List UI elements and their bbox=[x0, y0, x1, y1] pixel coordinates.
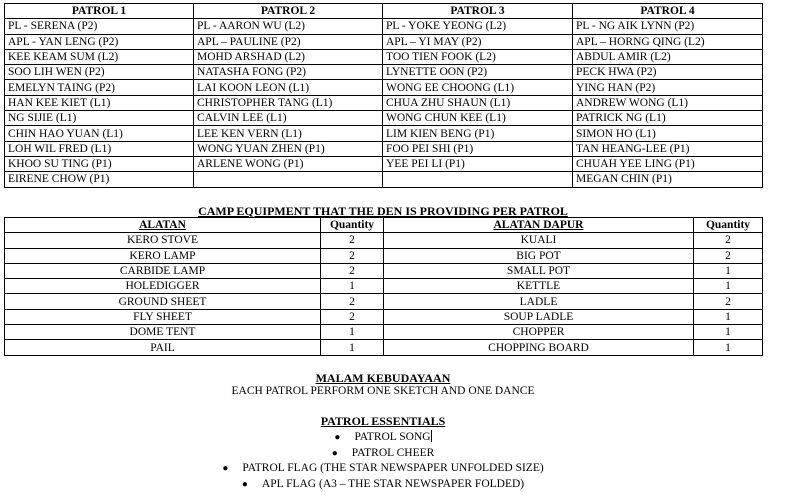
equipment-table-body bbox=[5, 233, 763, 355]
patrol-header-row bbox=[5, 4, 763, 19]
patrol-essentials-list bbox=[0, 430, 766, 492]
equipment-table bbox=[4, 217, 763, 356]
equipment-quantity-cell: 2 bbox=[321, 263, 384, 278]
patrol-member-cell: KEE KEAM SUM (L2) bbox=[5, 49, 194, 64]
text-cursor bbox=[431, 430, 432, 442]
patrol-member-cell: ARLENE WONG (P1) bbox=[194, 156, 383, 171]
essential-item-text: PATROL FLAG (THE STAR NEWSPAPER UNFOLDED SIZE) bbox=[242, 462, 544, 474]
patrol-member-cell: LEE KEN VERN (L1) bbox=[194, 126, 383, 141]
table-row bbox=[5, 309, 763, 324]
patrol-member-cell: PL - AARON WU (L2) bbox=[194, 19, 383, 34]
equipment-header-row bbox=[5, 218, 763, 233]
patrol-member-cell: PL - SERENA (P2) bbox=[5, 19, 194, 34]
patrol-member-cell bbox=[383, 172, 573, 187]
table-row bbox=[5, 156, 763, 171]
equipment-item-cell: CARBIDE LAMP bbox=[5, 263, 321, 278]
kitchen-item-cell: KETTLE bbox=[384, 279, 694, 294]
table-row bbox=[5, 325, 763, 340]
equipment-quantity-cell: 2 bbox=[321, 233, 384, 248]
kitchen-item-cell: LADLE bbox=[384, 294, 694, 309]
list-item bbox=[0, 430, 766, 446]
quantity-header: Quantity bbox=[321, 218, 384, 233]
patrol-member-cell: ANDREW WONG (L1) bbox=[573, 95, 763, 110]
essential-item-text: PATROL SONG bbox=[354, 431, 431, 443]
table-row bbox=[5, 294, 763, 309]
malam-kebudayaan-text: EACH PATROL PERFORM ONE SKETCH AND ONE DANCE bbox=[231, 385, 535, 397]
patrol-member-cell: KHOO SU TING (P1) bbox=[5, 156, 194, 171]
kitchen-quantity-cell: 1 bbox=[694, 340, 763, 355]
patrol-member-cell: APL – YI MAY (P2) bbox=[383, 34, 573, 49]
kitchen-quantity-cell: 2 bbox=[694, 248, 763, 263]
patrol-member-cell: NATASHA FONG (P2) bbox=[194, 65, 383, 80]
kitchen-quantity-cell: 1 bbox=[694, 309, 763, 324]
patrol-member-cell: EIRENE CHOW (P1) bbox=[5, 172, 194, 187]
kitchen-quantity-cell: 1 bbox=[694, 263, 763, 278]
patrol-member-cell bbox=[194, 172, 383, 187]
table-row bbox=[5, 126, 763, 141]
essential-item-text: APL FLAG (A3 – THE STAR NEWSPAPER FOLDED) bbox=[261, 477, 525, 490]
essential-item-text: PATROL CHEER bbox=[351, 446, 435, 459]
patrol-member-cell: CHIN HAO YUAN (L1) bbox=[5, 126, 194, 141]
bullet-icon: ● bbox=[331, 447, 338, 459]
patrol-member-cell: CALVIN LEE (L1) bbox=[194, 111, 383, 126]
patrol-roster-body bbox=[5, 19, 763, 187]
equipment-item-cell: DOME TENT bbox=[5, 325, 321, 340]
patrol-member-cell: HAN KEE KIET (L1) bbox=[5, 95, 194, 110]
bullet-icon: ● bbox=[222, 463, 229, 474]
patrol-member-cell: APL – PAULINE (P2) bbox=[194, 34, 383, 49]
equipment-quantity-cell: 1 bbox=[321, 279, 384, 294]
table-row bbox=[5, 233, 763, 248]
list-item bbox=[0, 477, 766, 493]
kitchen-item-cell: SOUP LADLE bbox=[384, 309, 694, 324]
malam-kebudayaan-title: MALAM KEBUDAYAAN bbox=[315, 371, 451, 385]
kitchen-quantity-cell: 2 bbox=[694, 233, 763, 248]
bullet-icon: ● bbox=[241, 478, 248, 490]
table-row bbox=[5, 279, 763, 294]
table-row bbox=[5, 65, 763, 80]
patrol-member-cell: CHUA ZHU SHAUN (L1) bbox=[383, 95, 573, 110]
equipment-quantity-cell: 1 bbox=[321, 325, 384, 340]
equipment-quantity-cell: 2 bbox=[321, 309, 384, 324]
kitchen-item-cell: CHOPPER bbox=[384, 325, 694, 340]
kitchen-item-cell: SMALL POT bbox=[384, 263, 694, 278]
table-row bbox=[5, 19, 763, 34]
patrol-member-cell: PL - YOKE YEONG (L2) bbox=[383, 19, 573, 34]
patrol-member-cell: WONG EE CHOONG (L1) bbox=[383, 80, 573, 95]
kitchen-quantity-cell: 1 bbox=[694, 279, 763, 294]
bullet-icon: ● bbox=[334, 432, 341, 443]
kitchen-quantity-cell: 1 bbox=[694, 325, 763, 340]
patrol-member-cell: EMELYN TAING (P2) bbox=[5, 80, 194, 95]
list-item bbox=[0, 446, 766, 462]
patrol-member-cell: ABDUL AMIR (L2) bbox=[573, 49, 763, 64]
patrol-member-cell: MOHD ARSHAD (L2) bbox=[194, 49, 383, 64]
patrol-member-cell: CHUAH YEE LING (P1) bbox=[573, 156, 763, 171]
equipment-item-cell: PAIL bbox=[5, 340, 321, 355]
table-row bbox=[5, 34, 763, 49]
table-row bbox=[5, 340, 763, 355]
patrol-member-cell: SOO LIH WEN (P2) bbox=[5, 65, 194, 80]
table-row bbox=[5, 263, 763, 278]
patrol-member-cell: APL – HORNG QING (L2) bbox=[573, 34, 763, 49]
list-item bbox=[0, 461, 766, 477]
patrol-member-cell: TAN HEANG-LEE (P1) bbox=[573, 141, 763, 156]
alatan-header: ALATAN bbox=[5, 218, 321, 233]
quantity-header: Quantity bbox=[694, 218, 763, 233]
patrol-member-cell: MEGAN CHIN (P1) bbox=[573, 172, 763, 187]
table-row bbox=[5, 80, 763, 95]
kitchen-item-cell: KUALI bbox=[384, 233, 694, 248]
patrol-member-cell: YING HAN (P2) bbox=[573, 80, 763, 95]
table-row bbox=[5, 172, 763, 187]
equipment-quantity-cell: 1 bbox=[321, 340, 384, 355]
table-row bbox=[5, 95, 763, 110]
equipment-item-cell: GROUND SHEET bbox=[5, 294, 321, 309]
patrol-4-header: PATROL 4 bbox=[573, 4, 763, 19]
kitchen-quantity-cell: 2 bbox=[694, 294, 763, 309]
patrol-member-cell: CHRISTOPHER TANG (L1) bbox=[194, 95, 383, 110]
equipment-quantity-cell: 2 bbox=[321, 248, 384, 263]
patrol-member-cell: FOO PEI SHI (P1) bbox=[383, 141, 573, 156]
kitchen-item-cell: CHOPPING BOARD bbox=[384, 340, 694, 355]
equipment-item-cell: KERO LAMP bbox=[5, 248, 321, 263]
patrol-member-cell: LAI KOON LEON (L1) bbox=[194, 80, 383, 95]
patrol-1-header: PATROL 1 bbox=[5, 4, 194, 19]
patrol-member-cell: PL - NG AIK LYNN (P2) bbox=[573, 19, 763, 34]
table-row bbox=[5, 111, 763, 126]
patrol-member-cell: WONG YUAN ZHEN (P1) bbox=[194, 141, 383, 156]
table-row bbox=[5, 49, 763, 64]
patrol-member-cell: PATRICK NG (L1) bbox=[573, 111, 763, 126]
patrol-member-cell: NG SIJIE (L1) bbox=[5, 111, 194, 126]
patrol-member-cell: LYNETTE OON (P2) bbox=[383, 65, 573, 80]
alatan-dapur-header: ALATAN DAPUR bbox=[384, 218, 694, 233]
patrol-member-cell: LIM KIEN BENG (P1) bbox=[383, 126, 573, 141]
patrol-member-cell: YEE PEI LI (P1) bbox=[383, 156, 573, 171]
patrol-2-header: PATROL 2 bbox=[194, 4, 383, 19]
equipment-title: CAMP EQUIPMENT THAT THE DEN IS PROVIDING PER PATROL bbox=[198, 204, 568, 218]
kitchen-item-cell: BIG POT bbox=[384, 248, 694, 263]
patrol-member-cell: SIMON HO (L1) bbox=[573, 126, 763, 141]
patrol-member-cell: LOH WIL FRED (L1) bbox=[5, 141, 194, 156]
patrol-member-cell: PECK HWA (P2) bbox=[573, 65, 763, 80]
patrol-3-header: PATROL 3 bbox=[383, 4, 573, 19]
patrol-member-cell: APL - YAN LENG (P2) bbox=[5, 34, 194, 49]
patrol-member-cell: WONG CHUN KEE (L1) bbox=[383, 111, 573, 126]
equipment-item-cell: FLY SHEET bbox=[5, 309, 321, 324]
patrol-member-cell: TOO TIEN FOOK (L2) bbox=[383, 49, 573, 64]
patrol-roster-table bbox=[4, 3, 763, 188]
patrol-essentials-title: PATROL ESSENTIALS bbox=[320, 414, 446, 428]
equipment-item-cell: KERO STOVE bbox=[5, 233, 321, 248]
equipment-quantity-cell: 2 bbox=[321, 294, 384, 309]
table-row bbox=[5, 141, 763, 156]
table-row bbox=[5, 248, 763, 263]
equipment-item-cell: HOLEDIGGER bbox=[5, 279, 321, 294]
